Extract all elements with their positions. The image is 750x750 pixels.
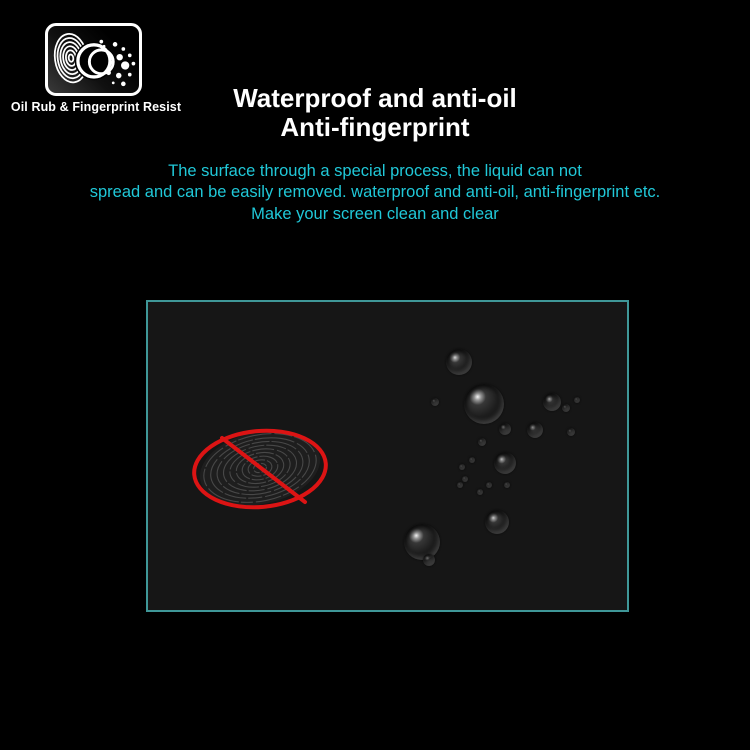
- water-droplet: [446, 349, 472, 375]
- water-droplet: [562, 404, 570, 412]
- water-droplet: [567, 428, 575, 436]
- water-droplet: [494, 452, 516, 474]
- headline: [0, 84, 750, 141]
- water-droplet: [423, 554, 435, 566]
- description-line: spread and can be easily removed. waterproof and anti-oil, anti-fingerprint etc.: [89, 183, 661, 202]
- water-droplet: [404, 524, 440, 560]
- water-droplet: [504, 482, 510, 488]
- water-droplet: [431, 398, 439, 406]
- description-line: The surface through a special process, the liquid can not: [168, 162, 582, 180]
- headline-line-2: Anti-fingerprint: [280, 111, 470, 142]
- water-droplet: [462, 476, 468, 482]
- water-droplet: [477, 489, 483, 495]
- water-droplet: [499, 423, 511, 435]
- headline-line-1: Waterproof and anti-oil: [233, 83, 517, 113]
- fingerprint-droplets-icon-art: [48, 26, 139, 93]
- water-droplet: [478, 438, 486, 446]
- water-droplet: [527, 422, 543, 438]
- water-droplet: [469, 457, 475, 463]
- water-droplet: [459, 464, 465, 470]
- water-droplet: [485, 510, 509, 534]
- no-fingerprint-sign: [148, 302, 627, 610]
- demo-panel: [146, 300, 629, 612]
- description: [0, 161, 750, 225]
- water-droplet: [574, 397, 580, 403]
- water-droplet: [457, 482, 463, 488]
- water-droplet: [543, 393, 561, 411]
- water-droplet: [486, 482, 492, 488]
- description-line: Make your screen clean and clear: [251, 204, 499, 223]
- water-droplet: [464, 384, 504, 424]
- badge-label: Oil Rub & Fingerprint Resist: [10, 100, 182, 114]
